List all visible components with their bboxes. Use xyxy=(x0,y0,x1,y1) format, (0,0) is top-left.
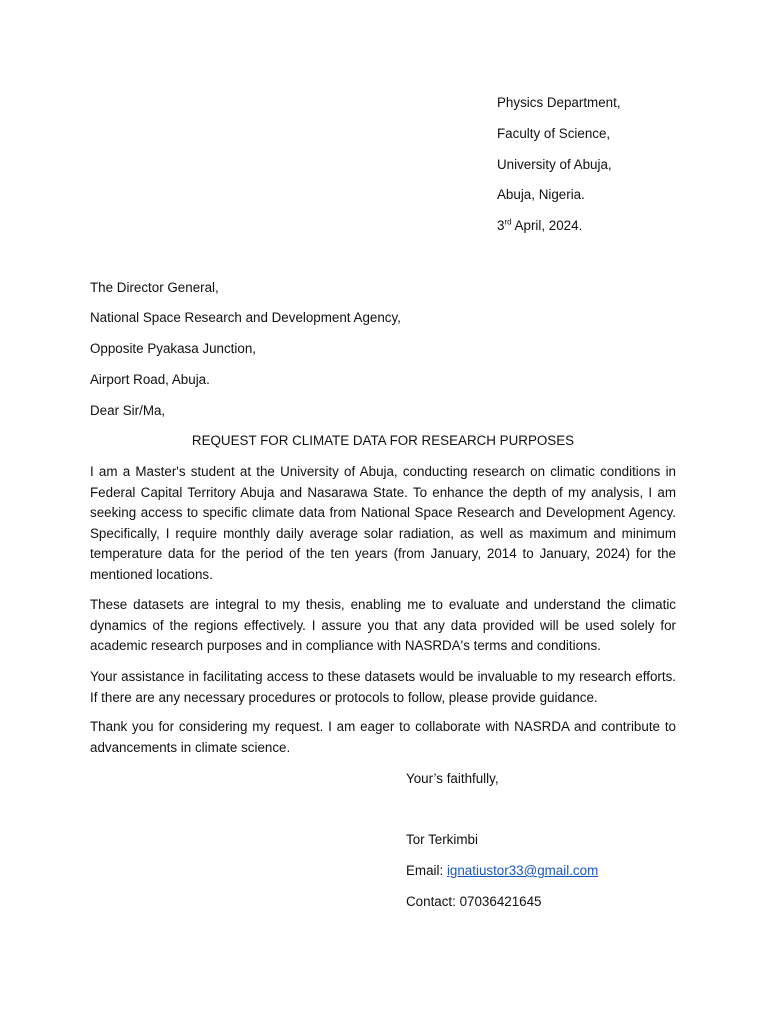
valediction: Your’s faithfully, xyxy=(406,771,499,786)
email-label: Email: xyxy=(406,863,447,878)
email-link[interactable]: ignatiustor33@gmail.com xyxy=(446,863,599,878)
salutation: Dear Sir/Ma, xyxy=(90,403,166,418)
contact-line: Contact: 07036421645 xyxy=(406,894,542,909)
body-paragraph-3: Your assistance in facilitating access to these datasets would be invaluable to my research efforts. If there are any necessary procedures or protocols to follow, please provide guidance. xyxy=(90,669,676,705)
letter-title: REQUEST FOR CLIMATE DATA FOR RESEARCH PURPOSES xyxy=(191,433,575,448)
recipient-line-4: Airport Road, Abuja. xyxy=(90,372,210,387)
date-rest: April, 2024. xyxy=(511,218,583,233)
recipient-line-3: Opposite Pyakasa Junction, xyxy=(90,341,256,356)
date-day: 3 xyxy=(497,218,505,233)
sender-address-line-4: Abuja, Nigeria. xyxy=(497,187,585,202)
email-line xyxy=(406,863,598,878)
sender-address-line-3: University of Abuja, xyxy=(497,157,612,172)
body-paragraph-4: Thank you for considering my request. I am eager to collaborate with NASRDA and contribute to advancements in climate science. xyxy=(90,719,676,755)
body-paragraph-2: These datasets are integral to my thesis, enabling me to evaluate and understand the climatic dynamics of the regions effectively. I assure you that any data provided will be used solely for academic research purposes and in compliance with NASRDA's terms and conditions. xyxy=(90,597,676,653)
letter-date xyxy=(497,218,582,233)
sender-address-line-2: Faculty of Science, xyxy=(497,126,611,141)
date-suffix: rd xyxy=(504,217,512,227)
recipient-line-2: National Space Research and Development Agency, xyxy=(90,310,401,325)
body-paragraph-1: I am a Master's student at the University of Abuja, conducting research on climatic conditions in Federal Capital Territory Abuja and Nasarawa State. To enhance the depth of my analysis, I am seeking access to specific climate data from National Space Research and Development Agency. Specifically, I require monthly daily average solar radiation, as well as maximum and minimum temperature data for the period of the ten years (from January, 2014 to January, 2024) for the mentioned locations. xyxy=(90,464,676,582)
signatory-name: Tor Terkimbi xyxy=(406,832,478,847)
recipient-line-1: The Director General, xyxy=(90,280,219,295)
sender-address-line-1: Physics Department, xyxy=(497,95,621,110)
